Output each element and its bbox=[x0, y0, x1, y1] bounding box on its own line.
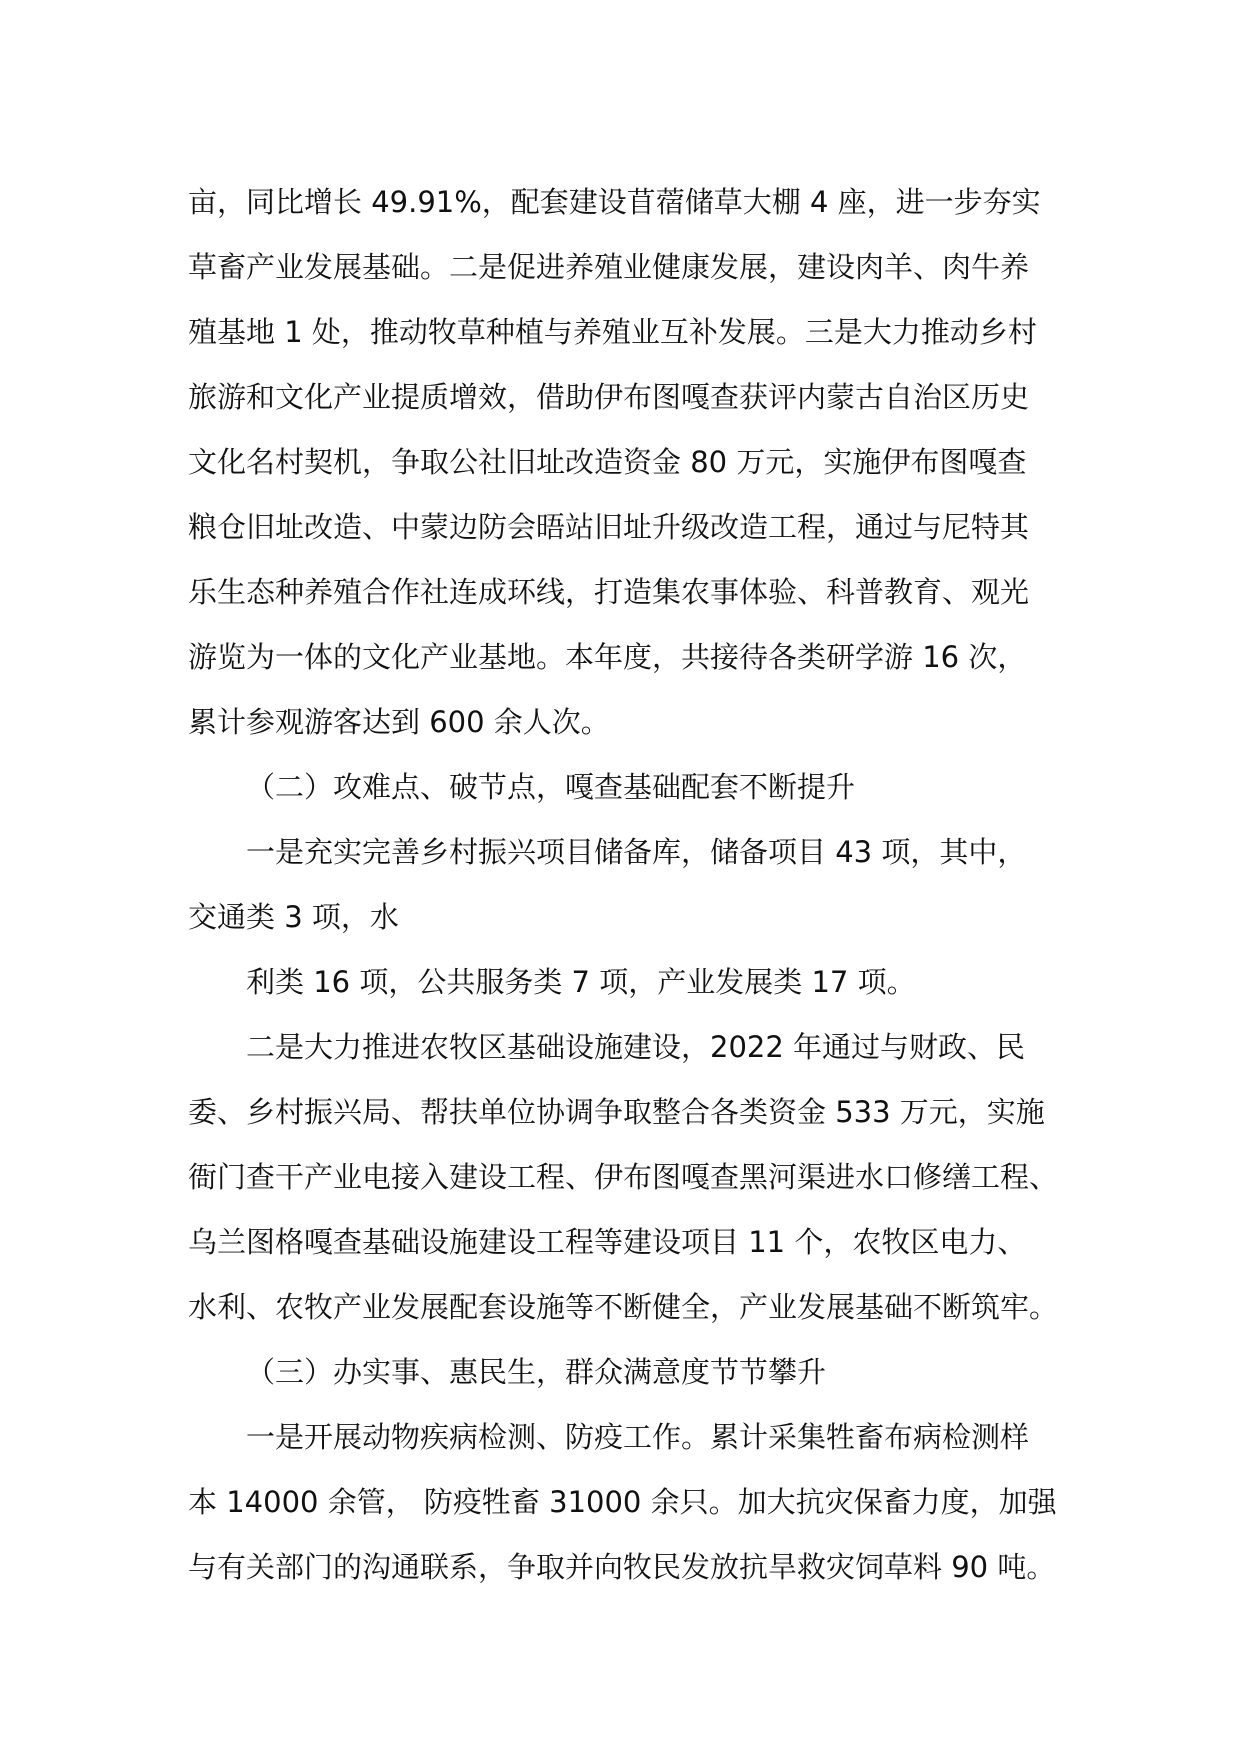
document-body bbox=[188, 170, 1068, 1600]
text-line: 一是充实完善乡村振兴项目储备库，储备项目 43 项，其中， bbox=[246, 835, 1027, 869]
text-line: 亩，同比增长 49.91%，配套建设苜蓿储草大棚 4 座，进一步夯实 bbox=[188, 185, 1041, 219]
text-line: 衙门查干产业电接入建设工程、伊布图嘎查黑河渠进水口修缮工程、 bbox=[188, 1160, 1059, 1194]
text-line: 乐生态种养殖合作社连成环线，打造集农事体验、科普教育、观光 bbox=[188, 575, 1030, 609]
text-line: （二）攻难点、破节点，嘎查基础配套不断提升 bbox=[246, 770, 856, 804]
text-line: 乌兰图格嘎查基础设施建设工程等建设项目 11 个，农牧区电力、 bbox=[188, 1225, 1027, 1259]
text-line: 二是大力推进农牧区基础设施建设，2022 年通过与财政、民 bbox=[246, 1030, 1026, 1064]
text-line: 殖基地 1 处，推动牧草种植与养殖业互补发展。三是大力推动乡村 bbox=[188, 315, 1037, 349]
text-line: 草畜产业发展基础。二是促进养殖业健康发展，建设肉羊、肉牛养 bbox=[188, 250, 1030, 284]
text-line: 水利、农牧产业发展配套设施等不断健全，产业发展基础不断筑牢。 bbox=[188, 1290, 1059, 1324]
text-line: 与有关部门的沟通联系，争取并向牧民发放抗旱救灾饲草料 90 吨。 bbox=[188, 1550, 1056, 1584]
text-line: 本 14000 余管， 防疫牲畜 31000 余只。加大抗灾保畜力度，加强 bbox=[188, 1485, 1057, 1519]
text-line: 粮仓旧址改造、中蒙边防会晤站旧址升级改造工程，通过与尼特其 bbox=[188, 510, 1030, 544]
text-line: 一是开展动物疾病检测、防疫工作。累计采集牲畜布病检测样 bbox=[246, 1420, 1030, 1454]
text-line: 旅游和文化产业提质增效，借助伊布图嘎查获评内蒙古自治区历史 bbox=[188, 380, 1030, 414]
text-line: 文化名村契机，争取公社旧址改造资金 80 万元，实施伊布图嘎查 bbox=[188, 445, 1027, 479]
text-line: 累计参观游客达到 600 余人次。 bbox=[188, 705, 610, 739]
text-line: 利类 16 项，公共服务类 7 项，产业发展类 17 项。 bbox=[246, 965, 916, 999]
text-line: （三）办实事、惠民生，群众满意度节节攀升 bbox=[246, 1355, 827, 1389]
text-line: 交通类 3 项，水 bbox=[188, 900, 399, 934]
text-line: 游览为一体的文化产业基地。本年度，共接待各类研学游 16 次， bbox=[188, 640, 1027, 674]
text-line: 委、乡村振兴局、帮扶单位协调争取整合各类资金 533 万元，实施 bbox=[188, 1095, 1045, 1129]
